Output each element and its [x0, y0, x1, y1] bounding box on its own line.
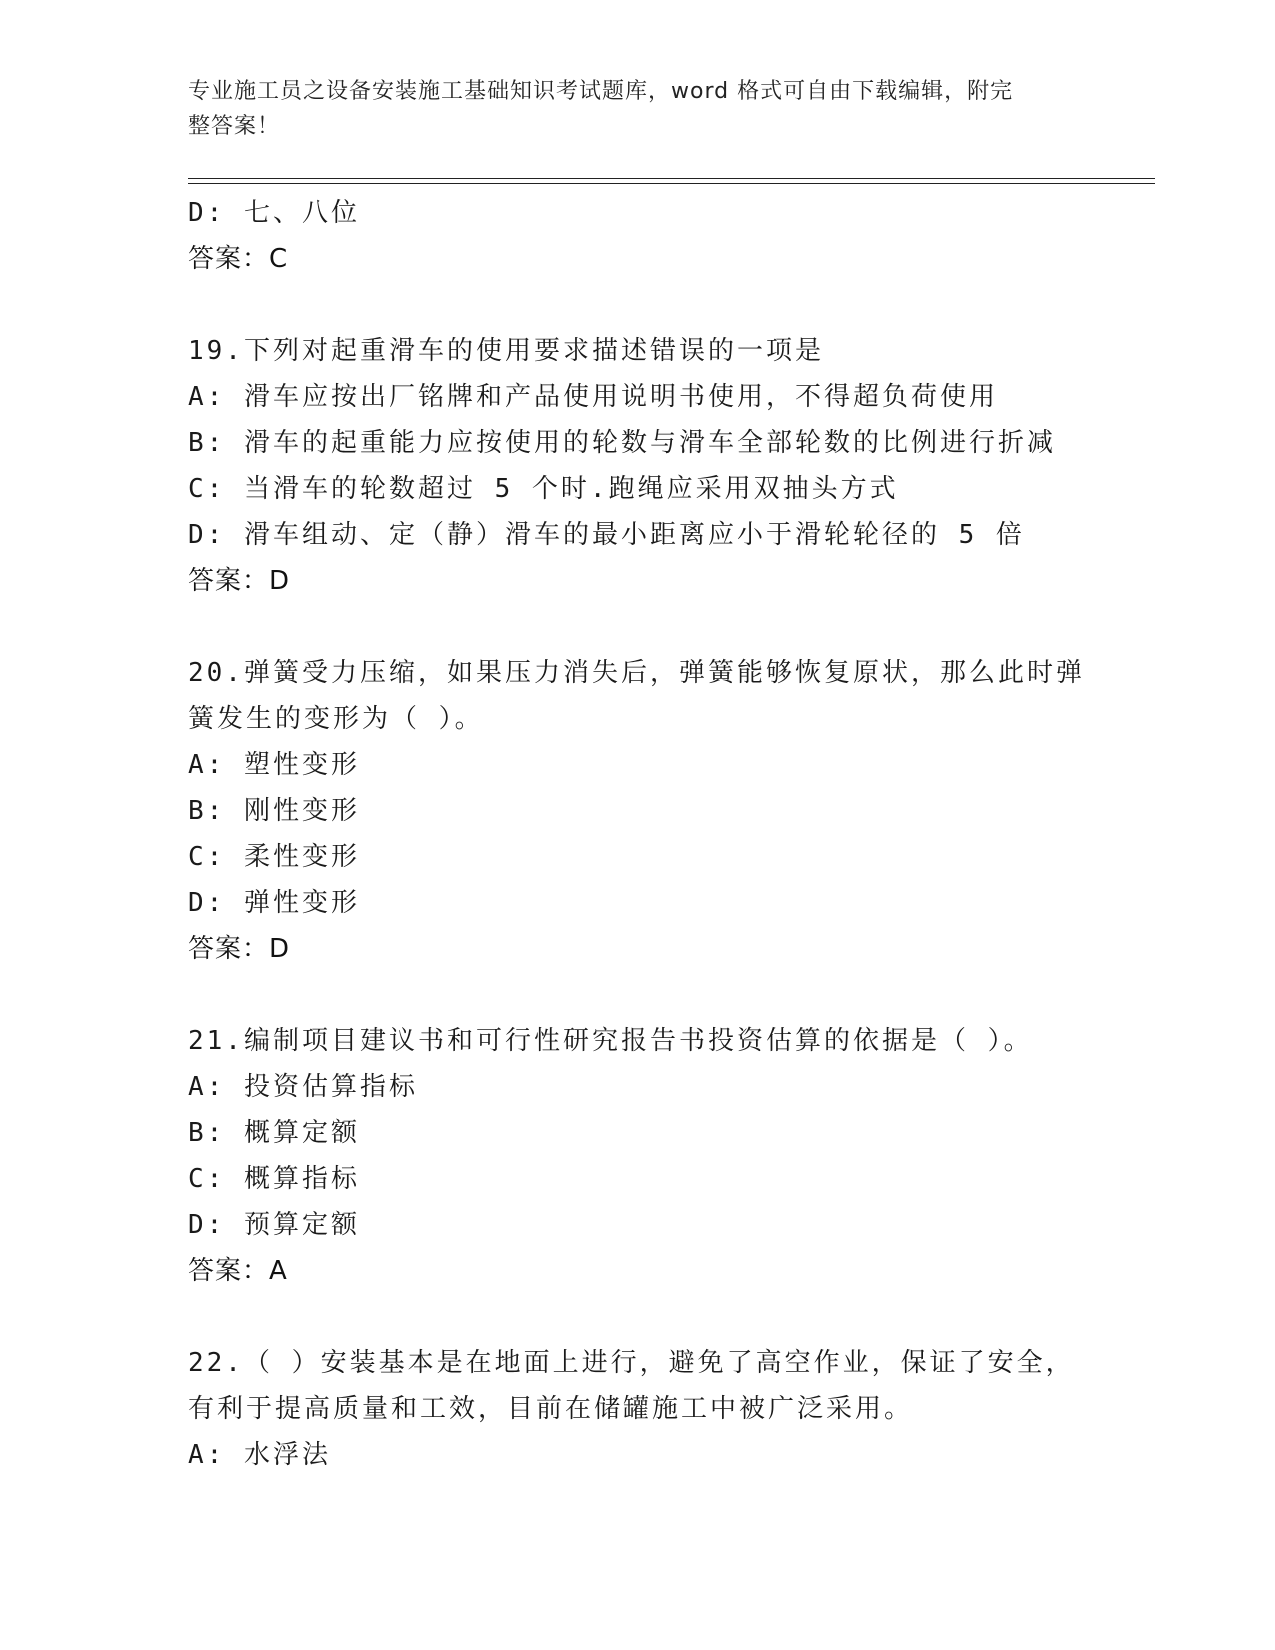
option-d: D: 预算定额	[188, 1210, 360, 1240]
option-c: C: 柔性变形	[188, 842, 360, 872]
question-21	[188, 1018, 1088, 1294]
option-b: B: 刚性变形	[188, 796, 360, 826]
previous-answer: 答案：C	[188, 244, 289, 274]
spacer	[188, 972, 1088, 1018]
header-line-1: 专业施工员之设备安装施工基础知识考试题库，word 格式可自由下载编辑，附完	[188, 79, 1014, 104]
question-stem: 21.编制项目建议书和可行性研究报告书投资估算的依据是（ ）。	[188, 1026, 1033, 1056]
spacer	[188, 604, 1088, 650]
question-stem: 22.（ ）安装基本是在地面上进行，避免了高空作业，保证了安全，	[188, 1348, 1075, 1378]
header-rule-top	[188, 178, 1155, 179]
answer: 答案：D	[188, 566, 291, 596]
option-a: A: 滑车应按出厂铭牌和产品使用说明书使用，不得超负荷使用	[188, 382, 998, 412]
question-stem-continued: 簧发生的变形为（ ）。	[188, 704, 484, 734]
option-d: D: 弹性变形	[188, 888, 360, 918]
question-stem: 19.下列对起重滑车的使用要求描述错误的一项是	[188, 336, 824, 366]
header-rule-bottom	[188, 183, 1155, 184]
option-b: B: 概算定额	[188, 1118, 360, 1148]
option-a: A: 塑性变形	[188, 750, 360, 780]
question-19	[188, 328, 1088, 604]
page-header	[188, 74, 1068, 144]
option-a: A: 投资估算指标	[188, 1072, 418, 1102]
option-c: C: 当滑车的轮数超过 5 个时.跑绳应采用双抽头方式	[188, 474, 899, 504]
question-20	[188, 650, 1088, 972]
option-d: D: 滑车组动、定（静）滑车的最小距离应小于滑轮轮径的 5 倍	[188, 520, 1025, 550]
spacer	[188, 282, 1088, 328]
exam-content	[188, 190, 1088, 1478]
previous-option-d: D: 七、八位	[188, 198, 360, 228]
question-stem-continued: 有利于提高质量和工效，目前在储罐施工中被广泛采用。	[188, 1394, 914, 1424]
option-c: C: 概算指标	[188, 1164, 360, 1194]
answer: 答案：D	[188, 934, 291, 964]
header-line-2: 整答案！	[188, 114, 281, 139]
question-stem: 20.弹簧受力压缩，如果压力消失后，弹簧能够恢复原状，那么此时弹	[188, 658, 1085, 688]
answer: 答案：A	[188, 1256, 288, 1286]
option-b: B: 滑车的起重能力应按使用的轮数与滑车全部轮数的比例进行折减	[188, 428, 1056, 458]
question-22	[188, 1340, 1088, 1478]
option-a: A: 水浮法	[188, 1440, 331, 1470]
spacer	[188, 1294, 1088, 1340]
